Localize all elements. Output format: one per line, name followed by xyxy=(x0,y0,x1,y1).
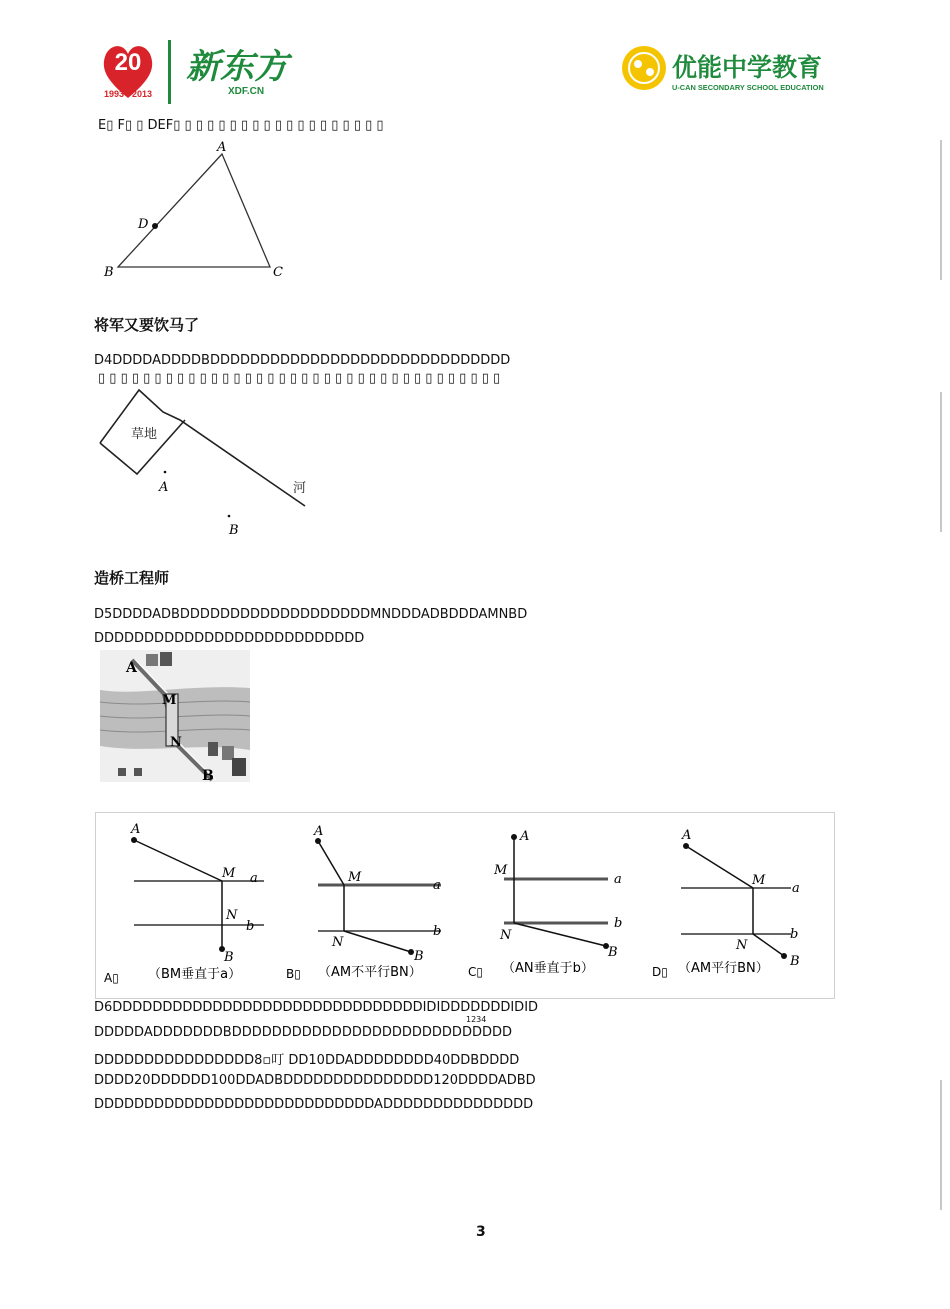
ucan-brand: 优能中学教育 xyxy=(672,53,823,82)
page-edge-mark xyxy=(940,140,942,280)
svg-text:a: a xyxy=(792,881,800,896)
point-d-label: D xyxy=(138,217,149,232)
point-a-label: A xyxy=(217,140,227,155)
option-b-diagram xyxy=(313,824,441,964)
logo-years: 1993 - 2013 xyxy=(103,89,153,99)
option-a-letter: A▯ xyxy=(104,971,119,985)
option-c-diagram xyxy=(493,829,622,960)
section3-line5: DDDDDDDDDDDDDDDDDDDDDDDDDDDDADDDDDDDDDDDDDDD xyxy=(94,1097,534,1112)
section2-line2: DDDDDDDDDDDDDDDDDDDDDDDDDDD xyxy=(94,631,365,646)
svg-text:N: N xyxy=(736,938,748,953)
svg-text:M: M xyxy=(222,866,236,881)
svg-text:A: A xyxy=(131,822,141,837)
svg-text:N: N xyxy=(226,908,238,923)
svg-text:B: B xyxy=(414,949,424,964)
option-b-caption: （AM不平行BN） xyxy=(318,965,422,980)
point-b-label: B xyxy=(104,265,114,280)
svg-text:B: B xyxy=(224,950,234,965)
section-title-bridge: 造桥工程师 xyxy=(94,569,170,587)
triangle-figure xyxy=(100,140,300,280)
point-c-label: C xyxy=(273,265,283,280)
section3-line1: D6DDDDDDDDDDDDDDDDDDDDDDDDDDDDDDDIDIDDDDDDDIDID xyxy=(94,1000,539,1015)
section1-line1: D4DDDDADDDDBDDDDDDDDDDDDDDDDDDDDDDDDDDDDDD xyxy=(94,353,511,368)
page-edge-mark xyxy=(940,392,942,532)
section1-line2: ▯ ▯ ▯ ▯ ▯ ▯ ▯ ▯ ▯ ▯ ▯ ▯ ▯ ▯ ▯ ▯ ▯ ▯ ▯ ▯ ▯ ▯ ▯ ▯ ▯ ▯ ▯ ▯ ▯ ▯ ▯ ▯ ▯ ▯ ▯ ▯ xyxy=(98,371,501,386)
option-b-letter: B▯ xyxy=(286,967,301,981)
page-number: 3 xyxy=(476,1224,486,1240)
svg-text:b: b xyxy=(790,927,799,942)
grass-river-figure xyxy=(95,388,315,538)
option-a-diagram xyxy=(130,822,264,965)
page-edge-mark xyxy=(940,1080,942,1210)
svg-text:A: A xyxy=(682,828,692,843)
svg-text:A: A xyxy=(520,829,530,844)
xdf-logo xyxy=(98,38,313,108)
bridge-options-figure xyxy=(95,812,835,999)
svg-text:N: N xyxy=(500,928,512,943)
option-d-letter: D▯ xyxy=(652,965,668,979)
svg-text:a: a xyxy=(250,871,258,886)
section3-line4: DDDD20DDDDDD100DDADBDDDDDDDDDDDDDDD120DDDDADBD xyxy=(94,1073,536,1088)
point-a-label: A xyxy=(159,480,169,495)
svg-text:b: b xyxy=(433,924,442,939)
photo-m-label: M xyxy=(162,693,177,708)
river-label: 河 xyxy=(293,481,307,496)
logo-brand: 新东方 xyxy=(186,47,288,87)
intro-line: E▯ F▯ ▯ DEF▯ ▯ ▯ ▯ ▯ ▯ ▯ ▯ ▯ ▯ ▯ ▯ ▯ ▯ ▯ ▯ ▯ ▯ ▯ xyxy=(98,118,384,133)
section3-line3: DDDDDDDDDDDDDDDD8▫叮 DD10DDADDDDDDDD40DDBDDDD xyxy=(94,1053,520,1068)
section-title-general: 将军又要饮马了 xyxy=(94,316,200,334)
river-bridge-photo xyxy=(100,650,250,782)
svg-text:M: M xyxy=(348,870,362,885)
svg-text:a: a xyxy=(614,872,622,887)
svg-text:A: A xyxy=(314,824,324,839)
svg-text:B: B xyxy=(790,954,800,969)
photo-b-label: B xyxy=(202,768,214,782)
option-c-caption: （AN垂直于b） xyxy=(502,961,594,976)
svg-text:b: b xyxy=(246,919,255,934)
ucan-subtitle: U-CAN SECONDARY SCHOOL EDUCATION xyxy=(672,83,824,92)
svg-text:a: a xyxy=(433,878,441,893)
grass-label: 草地 xyxy=(131,427,158,442)
logo-domain: XDF.CN xyxy=(228,86,265,97)
svg-text:M: M xyxy=(752,873,766,888)
section3-line2: DDDDDADDDDDDDBDDDDDDDDDDDDDDDDDDDDDDDDDDDD xyxy=(94,1025,512,1040)
option-d-diagram xyxy=(681,828,800,969)
ucan-logo xyxy=(620,44,842,96)
section3-subscript: 1234 xyxy=(466,1015,487,1024)
photo-a-label: A xyxy=(126,660,137,676)
option-d-caption: （AM平行BN） xyxy=(678,961,769,976)
logo-badge-number: 20 xyxy=(114,49,142,76)
photo-n-label: N xyxy=(170,735,182,750)
svg-text:b: b xyxy=(614,916,623,931)
option-a-caption: （BM垂直于a） xyxy=(148,967,242,982)
svg-text:B: B xyxy=(608,945,618,960)
point-b-label: B xyxy=(229,523,239,538)
option-c-letter: C▯ xyxy=(468,965,483,979)
svg-text:N: N xyxy=(332,935,344,950)
section2-line1: D5DDDDADBDDDDDDDDDDDDDDDDDDDMNDDDADBDDDAMNBD xyxy=(94,607,528,622)
svg-text:M: M xyxy=(494,863,508,878)
